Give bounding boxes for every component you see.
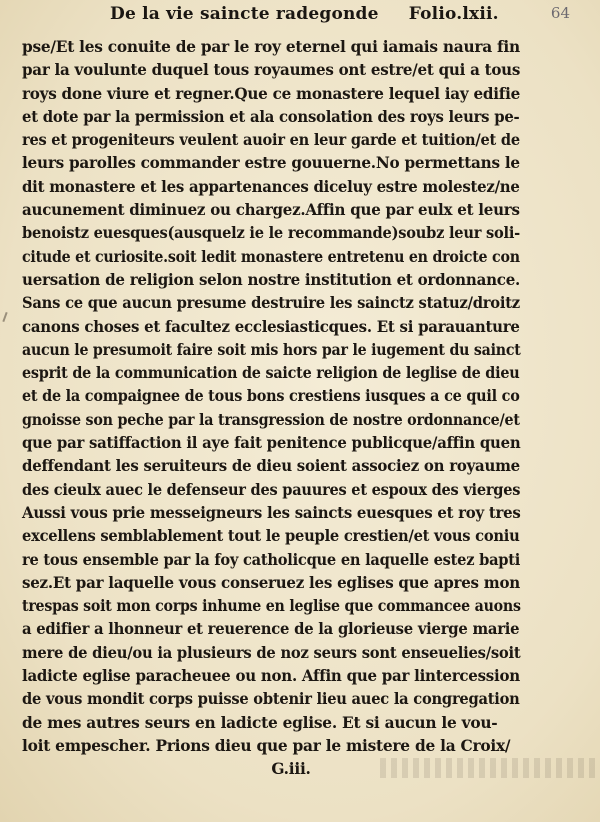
text-line: ladicte eglise paracheuee ou non. Affin que par lintercession: [22, 667, 520, 686]
text-line: roys done viure et regner.Que ce monastere lequel iay edifie: [22, 84, 521, 103]
text-line: de vous mondit corps puisse obtenir lieu auec la congregation: [22, 690, 520, 709]
text-line: gnoisse son peche par la transgression de nostre ordonnance/et: [22, 410, 520, 429]
running-head: [110, 4, 499, 24]
text-line: citude et curiosite.soit ledit monastere entretenu en droicte con: [22, 247, 520, 266]
text-line: de mes autres seurs en ladicte eglise. Et si aucun le vou-: [22, 713, 498, 732]
text-line: aucunement diminuez ou chargez.Affin que par eulx et leurs: [22, 201, 520, 220]
margin-mark: [2, 312, 7, 322]
text-line: esprit de la communication de saicte religion de leglise de dieu: [22, 364, 520, 383]
signature-mark: G.iii.: [271, 760, 311, 779]
text-line: canons choses et facultez ecclesiasticques. Et si parauanture: [22, 317, 520, 336]
text-line: a edifier a lhonneur et reuerence de la glorieuse vierge marie: [22, 620, 520, 639]
text-line: que par satiffaction il aye fait penitence publicque/affin quen: [22, 434, 521, 453]
show-through-text: [380, 758, 600, 778]
text-line: par la voulunte duquel tous royaumes ont estre/et qui a tous: [22, 61, 521, 80]
folio-number: Folio.lxii.: [408, 4, 499, 24]
text-line: et dote par la permission et ala consolation des roys leurs pe-: [22, 107, 520, 126]
text-line: benoistz euesques(ausquelz ie le recommande)soubz leur soli-: [22, 224, 521, 243]
text-line: Sans ce que aucun presume destruire les sainctz statuz/droitz: [22, 294, 520, 313]
pencil-page-number: 64: [550, 4, 570, 22]
text-line: sez.Et par laquelle vous conseruez les eglises que apres mon: [22, 573, 520, 592]
text-line: res et progeniteurs veulent auoir en leur garde et tuition/et de: [22, 131, 520, 150]
text-line: dit monastere et les appartenances diceluy estre molestez/ne: [22, 177, 520, 196]
text-line: des cieulx auec le defenseur des pauures et espoux des vierges: [22, 480, 521, 499]
text-line: aucun le presumoit faire soit mis hors par le iugement du sainct: [22, 340, 521, 359]
text-line: Aussi vous prie messeigneurs les saincts euesques et roy tres: [22, 503, 521, 522]
text-line: deffendant les seruiteurs de dieu soient associez on royaume: [22, 457, 520, 476]
text-line: et de la compaignee de tous bons crestiens iusques a ce quil co: [22, 387, 520, 406]
text-line: leurs parolles commander estre gouuerne.No permettans le: [22, 154, 520, 173]
text-line: re tous ensemble par la foy catholicque en laquelle estez bapti: [22, 550, 521, 569]
text-line: uersation de religion selon nostre institution et ordonnance.: [22, 270, 521, 289]
running-title: De la vie saincte radegonde: [110, 4, 379, 24]
text-line: excellens semblablement tout le peuple crestien/et vous coniu: [22, 527, 520, 546]
text-line: trespas soit mon corps inhume en leglise que commancee auons: [22, 597, 521, 616]
text-line: pse/Et les conuite de par le roy eternel qui iamais naura fin: [22, 38, 520, 56]
body-text: [22, 36, 520, 782]
text-line: loit empescher. Prions dieu que par le mistere de la Croix/: [22, 736, 511, 755]
text-line: mere de dieu/ou ia plusieurs de noz seurs sont enseuelies/soit: [22, 643, 521, 662]
